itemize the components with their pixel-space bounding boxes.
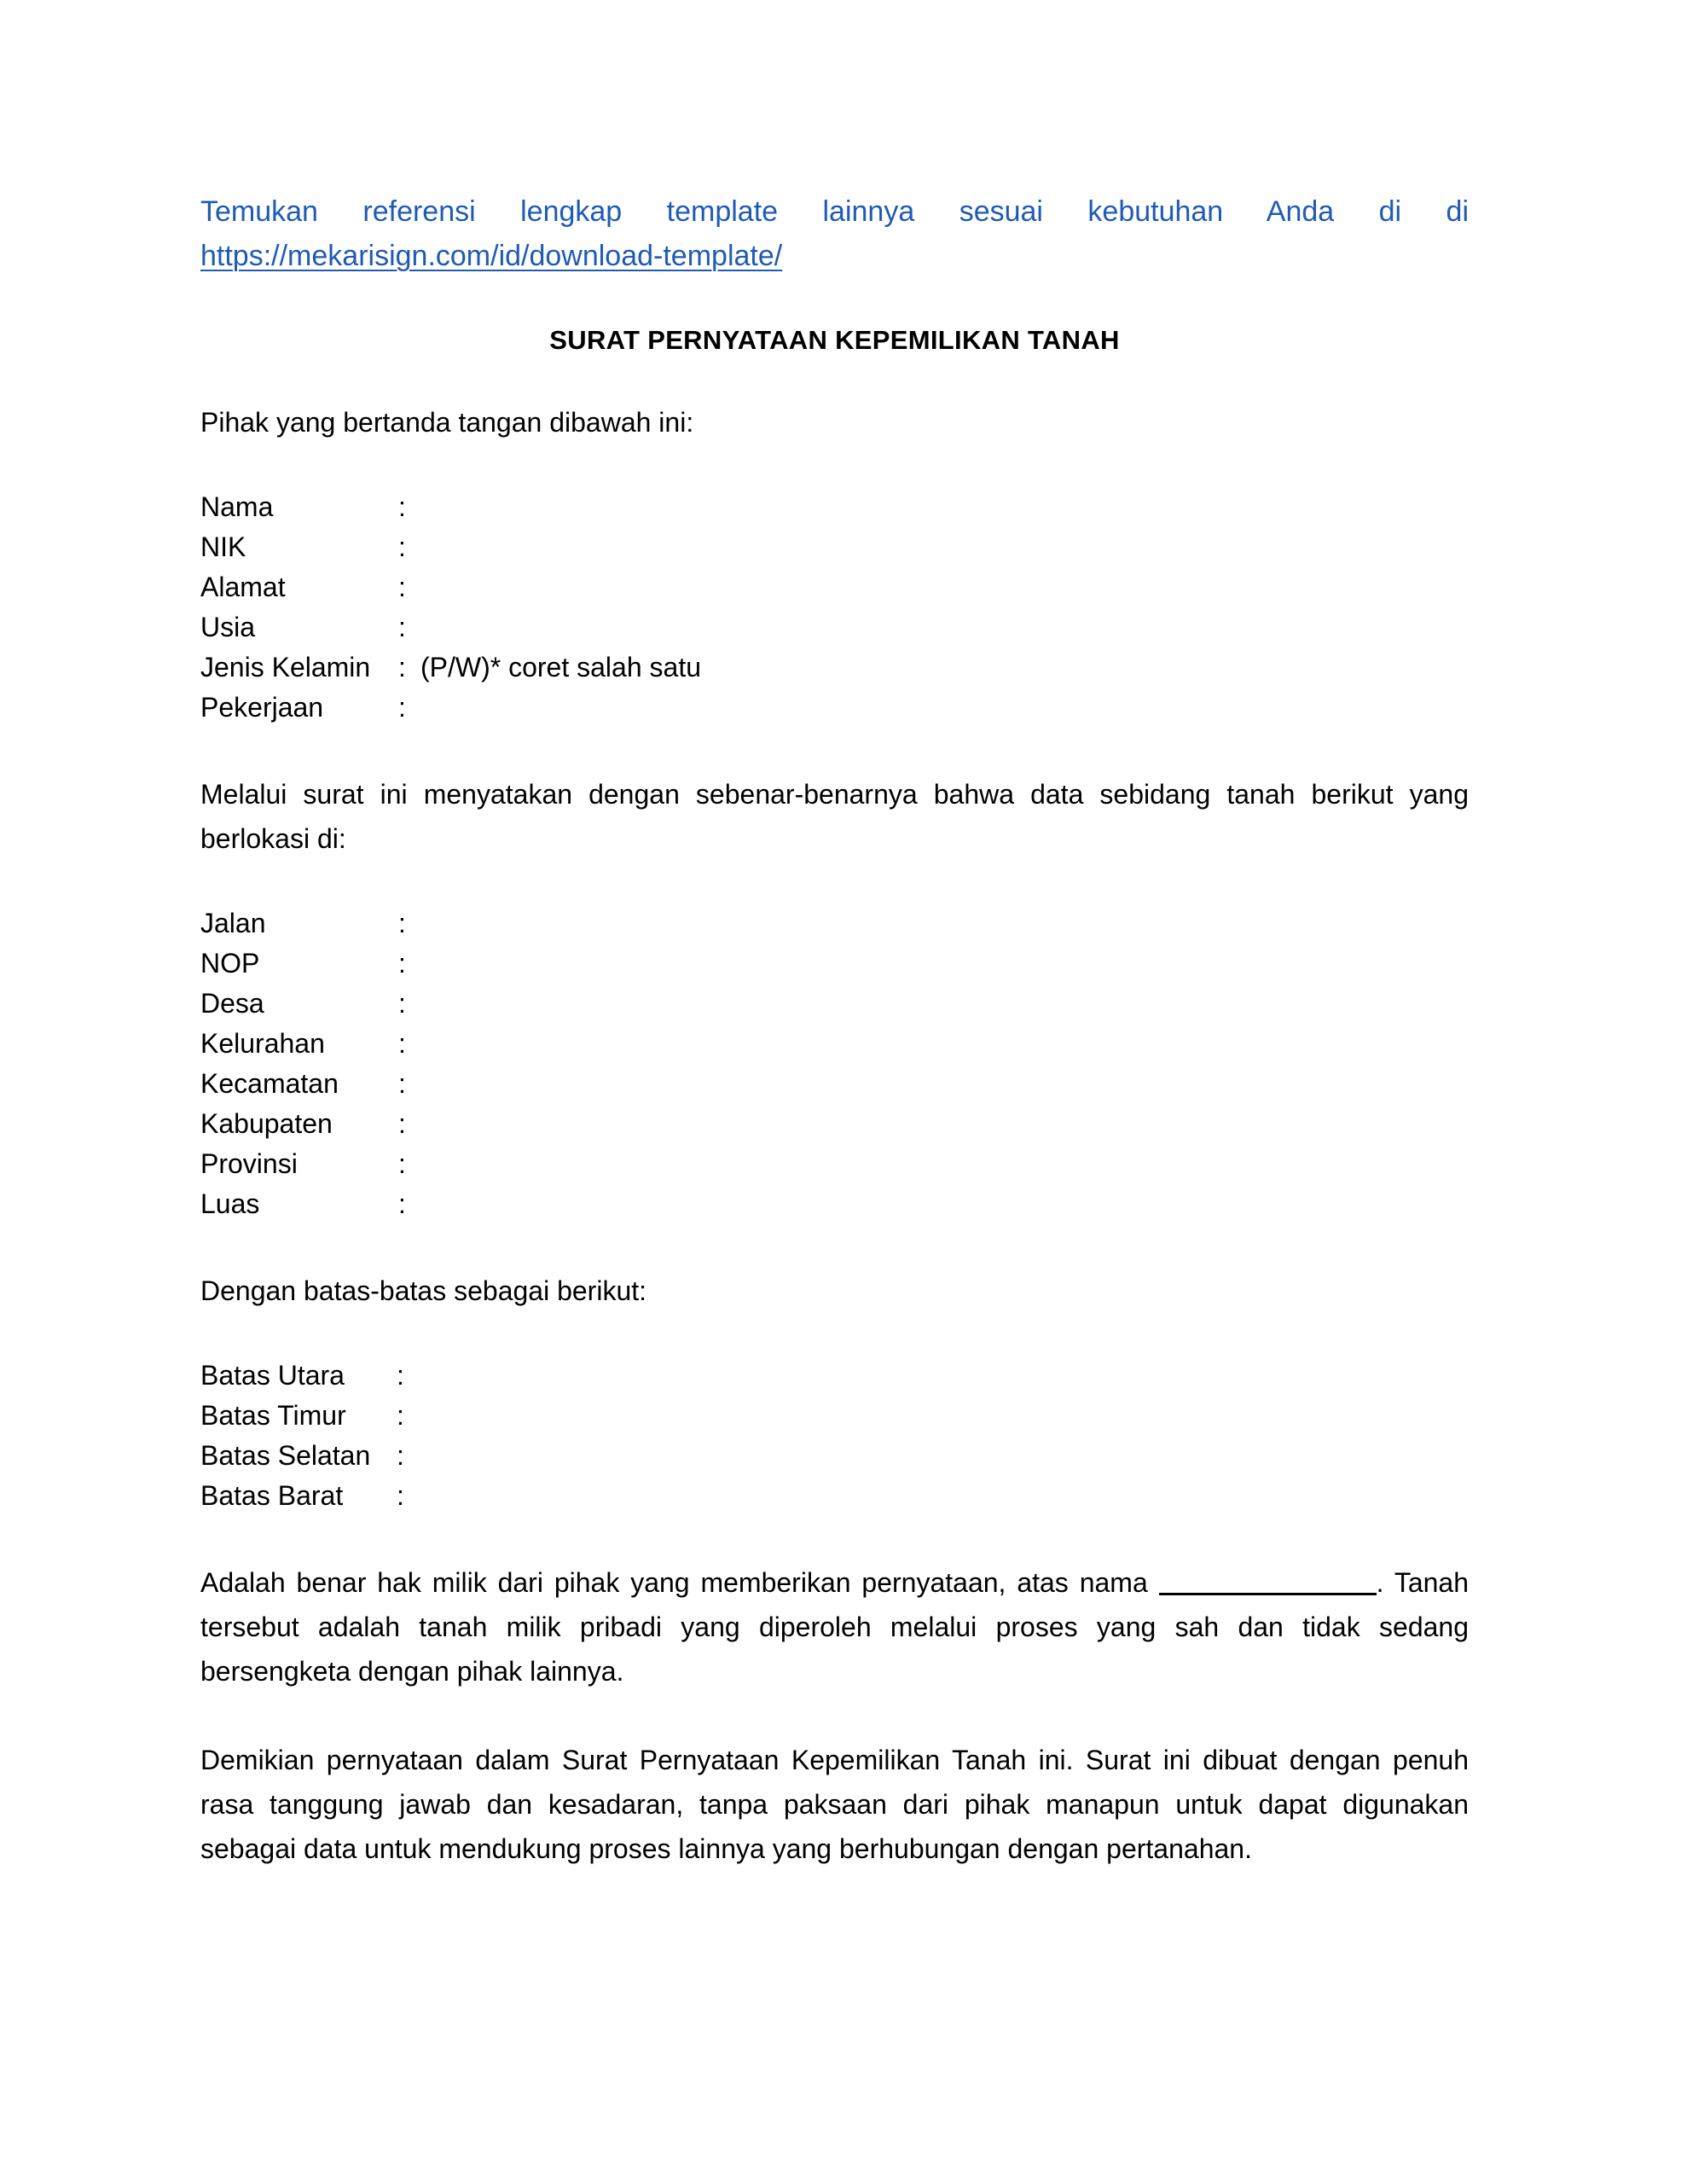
field-label: Batas Barat (200, 1480, 344, 1511)
field-colon: : (398, 948, 406, 979)
field-row (200, 1064, 1469, 1104)
field-label: Jenis Kelamin (200, 652, 371, 682)
field-label: Nama (200, 491, 274, 522)
page-title: SURAT PERNYATAAN KEPEMILIKAN TANAH (549, 325, 1120, 355)
field-label: Usia (200, 612, 256, 642)
statement-intro-paragraph: Melalui surat ini menyatakan dengan sebenar-benarnya bahwa data sebidang tanah berikut yang berlokasi di: (200, 779, 1469, 854)
field-row (200, 648, 1469, 688)
intro-paragraph: Pihak yang bertanda tangan dibawah ini: (200, 407, 694, 438)
field-label: Batas Timur (200, 1400, 346, 1431)
field-colon: : (398, 531, 406, 562)
header-promo-block (200, 189, 1469, 278)
field-label: Luas (200, 1188, 260, 1219)
field-colon: : (398, 692, 406, 723)
field-row (200, 527, 1469, 567)
field-label: Pekerjaan (200, 692, 324, 723)
download-template-link[interactable]: https://mekarisign.com/id/download-template/ (200, 240, 783, 272)
document-content (200, 0, 1469, 1871)
field-colon: : (397, 1480, 404, 1511)
declarant-field-list (200, 487, 1469, 728)
field-row (200, 688, 1469, 728)
field-row (200, 1356, 1469, 1396)
boundaries-intro-paragraph: Dengan batas-batas sebagai berikut: (200, 1275, 647, 1306)
field-row (200, 984, 1469, 1024)
field-row (200, 1104, 1469, 1144)
field-row (200, 1396, 1469, 1436)
field-colon: : (398, 1148, 406, 1179)
field-colon: : (398, 652, 406, 682)
ownership-text-after-blank: . Tanah tersebut adalah tanah milik pribadi yang diperoleh melalui proses yang sah dan tidak sedang bersengketa dengan pihak lainnya. (200, 1567, 1470, 1687)
field-label: Batas Utara (200, 1360, 345, 1391)
field-label: NOP (200, 948, 260, 979)
field-colon: : (398, 1028, 406, 1059)
ownership-paragraph (200, 1560, 1469, 1693)
field-label: NIK (200, 531, 246, 562)
header-promo-text: Temukan referensi lengkap template lainnya sesuai kebutuhan Anda di di (200, 195, 1469, 228)
field-row (200, 607, 1469, 648)
field-colon: : (397, 1400, 404, 1431)
field-colon: : (397, 1360, 404, 1391)
field-colon: : (398, 1108, 406, 1139)
closing-paragraph: Demikian pernyataan dalam Surat Pernyataan Kepemilikan Tanah ini. Surat ini dibuat dengan penuh rasa tanggung jawab dan kesadaran, tanpa paksaan dari pihak manapun untuk dapat digunakan sebagai data untuk mendukung proses lainnya yang berhubungan dengan pertanahan. (200, 1745, 1469, 1864)
boundary-field-list (200, 1356, 1469, 1516)
field-row (200, 1476, 1469, 1516)
field-colon: : (398, 572, 406, 602)
field-row (200, 944, 1469, 984)
land-field-list (200, 903, 1469, 1224)
field-value[interactable]: (P/W)* coret salah satu (420, 652, 701, 682)
field-row (200, 1024, 1469, 1064)
field-colon: : (398, 491, 406, 522)
field-colon: : (398, 1188, 406, 1219)
field-label: Jalan (200, 908, 266, 938)
field-row (200, 1184, 1469, 1224)
field-label: Kelurahan (200, 1028, 325, 1059)
owner-name-blank[interactable] (1159, 1593, 1377, 1595)
field-colon: : (398, 612, 406, 642)
field-label: Kabupaten (200, 1108, 333, 1139)
field-row (200, 1144, 1469, 1184)
field-row (200, 903, 1469, 944)
field-row (200, 487, 1469, 527)
field-row (200, 1436, 1469, 1476)
field-label: Alamat (200, 572, 286, 602)
field-colon: : (398, 988, 406, 1019)
field-label: Desa (200, 988, 264, 1019)
field-row (200, 567, 1469, 607)
field-label: Kecamatan (200, 1068, 339, 1099)
field-colon: : (397, 1440, 404, 1471)
ownership-text-before-blank: Adalah benar hak milik dari pihak yang memberikan pernyataan, atas nama (200, 1567, 1148, 1598)
field-label: Provinsi (200, 1148, 298, 1179)
field-label: Batas Selatan (200, 1440, 371, 1471)
field-colon: : (398, 1068, 406, 1099)
field-colon: : (398, 908, 406, 938)
